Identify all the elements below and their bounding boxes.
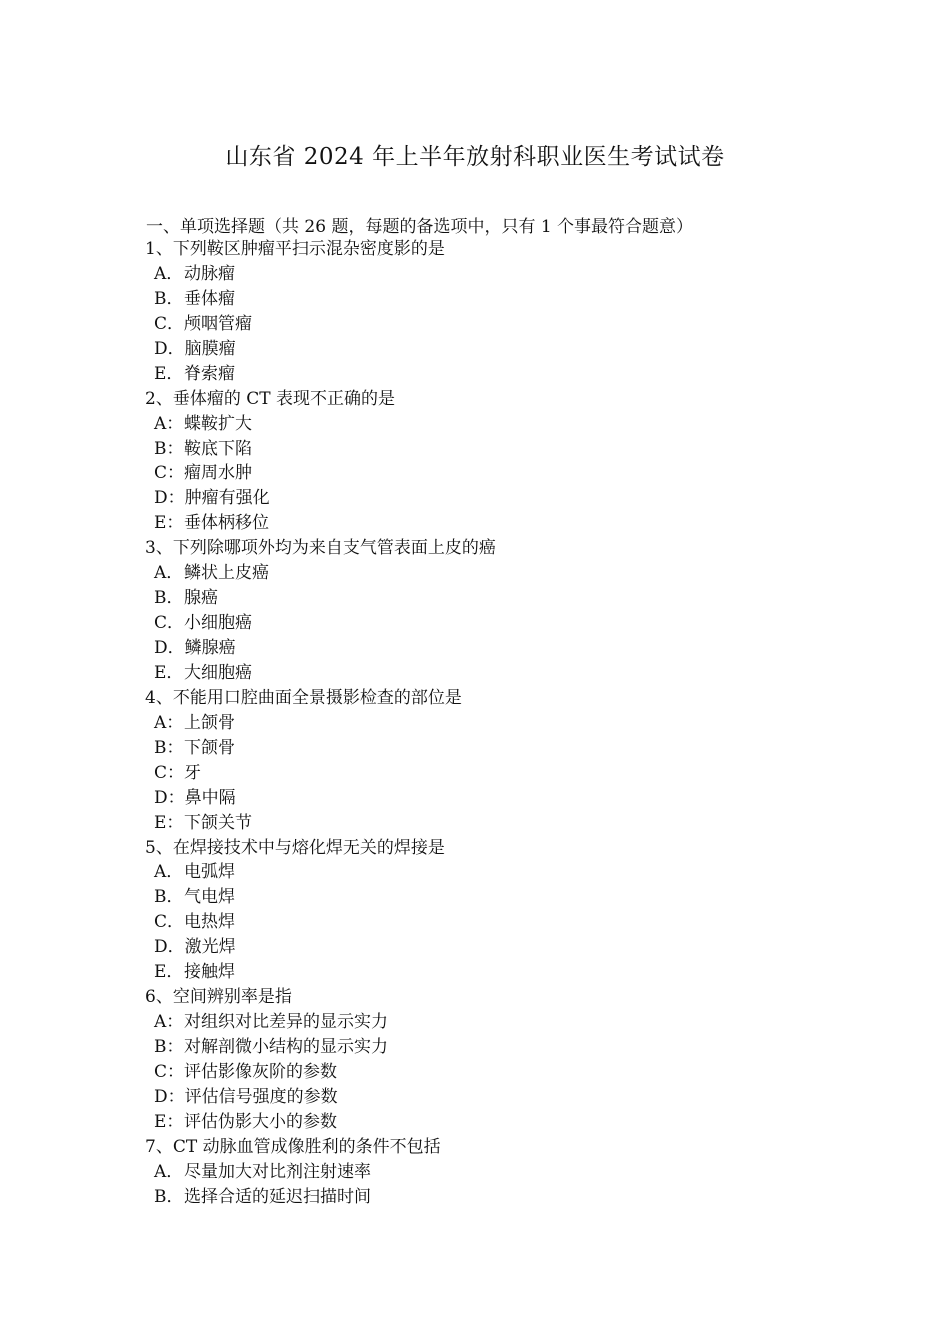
option-text: 鞍底下陷 [184,438,252,459]
option-text: 上颌骨 [184,712,235,733]
answer-option [145,1085,845,1110]
option-letter: B： [154,737,184,758]
answer-option [145,461,845,486]
option-text: 下颌骨 [184,737,235,758]
section-heading: 一、单项选择题（共 26 题，每题的备选项中，只有 1 个事最符合题意） [146,217,694,237]
answer-option [145,811,845,836]
option-letter: C． [154,912,185,933]
option-letter: C． [154,613,185,634]
option-letter: B． [154,1186,184,1207]
option-letter: E． [154,662,184,683]
option-letter: B： [154,1037,184,1057]
option-text: 垂体瘤 [184,288,235,309]
option-letter: A． [154,862,184,883]
answer-option [145,761,845,786]
option-text: 鳞腺癌 [184,638,236,658]
option-letter: D： [154,488,185,509]
answer-option [145,960,845,985]
option-letter: C： [154,762,185,783]
option-letter: A： [154,413,184,434]
answer-option [145,337,845,362]
option-text: 颅咽管瘤 [184,313,253,334]
option-text: 电弧焊 [184,862,235,883]
question-stem: 1、下列鞍区肿瘤平扫示混杂密度影的是 [145,239,445,259]
answer-option [145,860,845,885]
answer-option [145,561,845,586]
option-text: 对组织对比差异的显示实力 [184,1012,388,1033]
option-text: 肿瘤有强化 [184,488,270,509]
option-text: 评估影像灰阶的参数 [184,1061,338,1082]
option-text: 选择合适的延迟扫描时间 [184,1186,371,1207]
answer-option [145,786,845,811]
answer-option [145,910,845,935]
option-letter: B． [154,288,184,309]
option-text: 脊索瘤 [184,363,235,384]
question-stem: 6、空间辨别率是指 [145,987,292,1008]
option-letter: C． [154,313,185,334]
answer-option [145,486,845,511]
answer-option [145,287,845,312]
option-letter: D． [154,338,185,359]
option-text: 瘤周水肿 [184,463,253,484]
answer-option [145,586,845,611]
option-text: 腺癌 [184,588,218,609]
option-letter: D： [154,787,185,808]
option-text: 大细胞癌 [184,662,252,683]
option-text: 评估伪影大小的参数 [184,1111,337,1132]
option-text: 尽量加大对比剂注射速率 [184,1161,371,1182]
answer-option [145,412,845,437]
option-text: 气电焊 [184,887,235,908]
question-stem: 4、不能用口腔曲面全景摄影检查的部位是 [145,687,462,708]
answer-option [145,611,845,636]
answer-option [145,736,845,761]
option-text: 小细胞癌 [184,613,253,634]
option-letter: C： [154,1061,185,1082]
document-title: 山东省 2024 年上半年放射科职业医生考试试卷 [225,144,725,170]
answer-option [145,312,845,337]
answer-option [145,1060,845,1085]
answer-option [145,1035,845,1060]
option-letter: D． [154,638,185,658]
option-letter: B： [154,438,184,459]
option-text: 鳞状上皮癌 [184,563,269,584]
answer-option [145,711,845,736]
option-text: 对解剖微小结构的显示实力 [184,1037,388,1057]
option-text: 鼻中隔 [184,787,236,808]
option-letter: A： [154,1012,184,1033]
option-letter: B． [154,887,184,908]
answer-option [145,661,845,686]
option-letter: E． [154,962,184,983]
option-letter: E． [154,363,184,384]
answer-option [145,636,845,661]
option-letter: B． [154,588,184,609]
answer-option [145,1160,845,1185]
option-letter: E： [154,513,184,534]
question-list [145,237,845,1210]
option-text: 电热焊 [184,912,236,933]
option-text: 蝶鞍扩大 [184,413,252,434]
answer-option [145,437,845,462]
answer-option [145,362,845,387]
option-text: 脑膜瘤 [184,338,236,359]
answer-option [145,1010,845,1035]
answer-option [145,1185,845,1210]
option-letter: D： [154,1086,185,1107]
option-letter: A． [154,563,184,584]
option-letter: A． [154,263,184,284]
question-stem: 5、在焊接技术中与熔化焊无关的焊接是 [145,837,445,858]
answer-option [145,511,845,536]
question-stem: 7、CT 动脉血管成像胜利的条件不包括 [145,1136,441,1157]
question-stem: 3、下列除哪项外均为来自支气管表面上皮的癌 [145,538,496,559]
answer-option [145,935,845,960]
option-text: 牙 [184,762,202,783]
option-letter: E： [154,812,184,833]
option-letter: E： [154,1111,184,1132]
option-letter: A． [154,1161,184,1182]
option-text: 动脉瘤 [184,263,235,284]
answer-option [145,262,845,287]
option-letter: D． [154,937,185,958]
option-text: 垂体柄移位 [184,513,269,534]
option-text: 下颌关节 [184,812,252,833]
option-letter: A： [154,712,184,733]
question-stem: 2、垂体瘤的 CT 表现不正确的是 [145,388,395,409]
option-letter: C： [154,463,185,484]
answer-option [145,885,845,910]
option-text: 评估信号强度的参数 [184,1086,338,1107]
answer-option [145,1110,845,1135]
option-text: 接触焊 [184,962,235,983]
option-text: 激光焊 [184,937,236,958]
